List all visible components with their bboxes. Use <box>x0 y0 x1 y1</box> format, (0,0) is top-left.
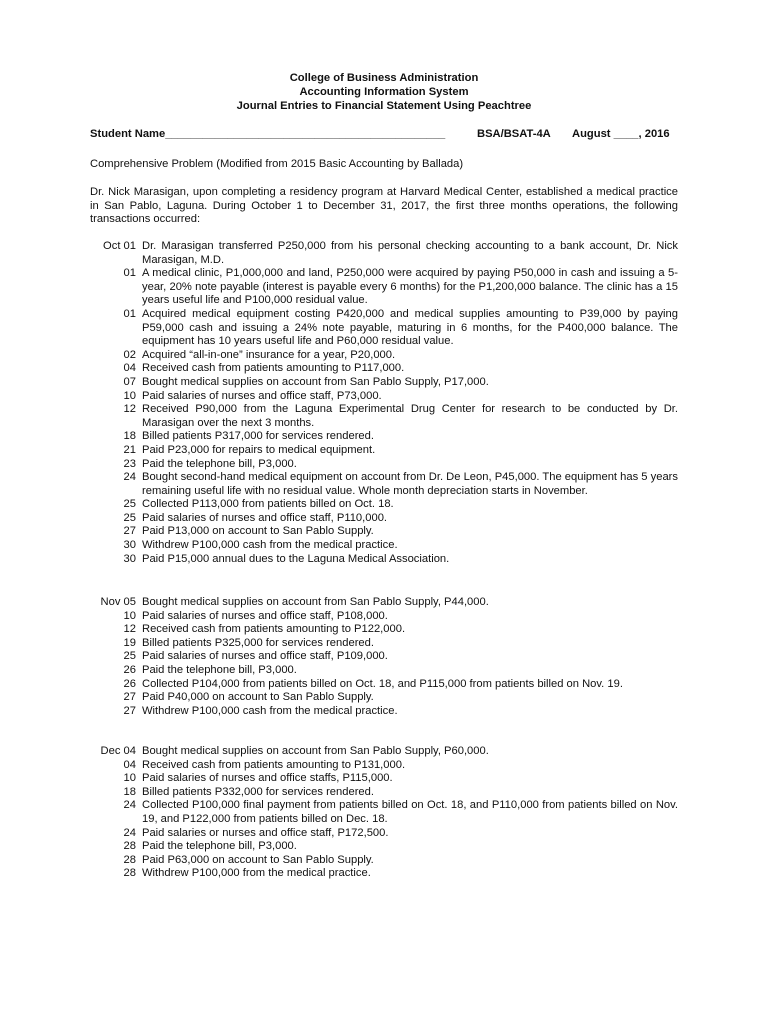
transaction-row <box>90 827 678 841</box>
transaction-date: 12 <box>123 623 136 636</box>
transaction-description: Withdrew P100,000 cash from the medical practice. <box>142 539 398 552</box>
transaction-description: Paid salaries or nurses and office staff, P172,500. <box>142 826 389 839</box>
transaction-row <box>90 772 678 786</box>
transaction-description: Bought second-hand medical equipment on account from Dr. De Leon, P45,000. The equipment has 5 years remaining useful life with no residual value. Whole month depreciation starts in November. <box>142 471 678 497</box>
transaction-row <box>90 854 678 868</box>
december-transactions <box>90 745 678 881</box>
transaction-description: Acquired “all-in-one” insurance for a year, P20,000. <box>142 348 396 361</box>
transaction-date: 24 <box>123 799 136 812</box>
transaction-date: 04 <box>123 758 136 771</box>
transaction-date: 10 <box>123 609 136 622</box>
transaction-row <box>90 745 678 759</box>
transaction-description: Bought medical supplies on account from San Pablo Supply, P17,000. <box>142 375 489 388</box>
transaction-date: 27 <box>123 704 136 717</box>
transaction-description: Paid the telephone bill, P3,000. <box>142 663 297 676</box>
transaction-date: 21 <box>123 443 136 456</box>
transaction-description: Paid P15,000 annual dues to the Laguna Medical Association. <box>142 552 450 565</box>
transaction-description: Paid salaries of nurses and office staff, P109,000. <box>142 650 388 663</box>
transaction-description: Bought medical supplies on account from San Pablo Supply, P60,000. <box>142 745 489 757</box>
transaction-date: 26 <box>123 663 136 676</box>
transaction-date: 18 <box>123 430 136 443</box>
transaction-date: 30 <box>123 539 136 552</box>
transaction-description: Paid salaries of nurses and office staff, P108,000. <box>142 609 388 622</box>
transaction-description: Received cash from patients amounting to P117,000. <box>142 362 405 375</box>
transaction-description: Received cash from patients amounting to P122,000. <box>142 623 406 636</box>
transaction-date: 26 <box>123 677 136 690</box>
transaction-description: Billed patients P325,000 for services rendered. <box>142 636 374 649</box>
transaction-row <box>90 799 678 826</box>
transaction-row <box>90 349 678 363</box>
transaction-date: Dec 04 <box>100 745 136 757</box>
transaction-date: 04 <box>123 362 136 375</box>
transaction-row <box>90 664 678 678</box>
transaction-description: Received cash from patients amounting to P131,000. <box>142 758 406 771</box>
transaction-description: Billed patients P317,000 for services rendered. <box>142 430 374 443</box>
course-title: Accounting Information System <box>299 85 469 98</box>
transaction-description: A medical clinic, P1,000,000 and land, P250,000 were acquired by paying P50,000 in cash and issuing a 5-year, 20% note payable (interest is payable every 6 months) for the P1,200,000 balance. The clinic has a 15 years useful life and P100,000 residual value. <box>142 267 678 307</box>
transaction-date: 07 <box>123 375 136 388</box>
transaction-row <box>90 525 678 539</box>
transaction-row <box>90 498 678 512</box>
transaction-description: Paid P23,000 for repairs to medical equipment. <box>142 443 376 456</box>
transaction-date: 27 <box>123 525 136 538</box>
transaction-date: 28 <box>123 853 136 866</box>
date-field: August ____, 2016 <box>572 128 670 140</box>
student-name-field: Student Name_____________________________________________ <box>90 128 446 140</box>
transaction-date: 25 <box>123 650 136 663</box>
transaction-row <box>90 512 678 526</box>
transaction-date: 10 <box>123 772 136 785</box>
transaction-description: Paid the telephone bill, P3,000. <box>142 840 297 853</box>
transaction-row <box>90 553 678 567</box>
transaction-row <box>90 362 678 376</box>
transaction-row <box>90 610 678 624</box>
transaction-date: 24 <box>123 471 136 484</box>
transaction-row <box>90 471 678 498</box>
transaction-date: 28 <box>123 840 136 853</box>
transaction-description: Paid P63,000 on account to San Pablo Supply. <box>142 853 374 866</box>
transaction-row <box>90 705 678 719</box>
transaction-description: Bought medical supplies on account from San Pablo Supply, P44,000. <box>142 596 489 608</box>
transaction-row <box>90 308 678 349</box>
transaction-description: Collected P100,000 final payment from patients billed on Oct. 18, and P110,000 from patients billed on Nov. 19, and P122,000 from patients billed on Dec. 18. <box>142 799 678 825</box>
transaction-date: 25 <box>123 498 136 511</box>
transaction-description: Paid salaries of nurses and office staff, P110,000. <box>142 511 388 524</box>
transaction-row <box>90 678 678 692</box>
transaction-date: Nov 05 <box>100 596 136 608</box>
transaction-row <box>90 786 678 800</box>
problem-title: Comprehensive Problem (Modified from 2015 Basic Accounting by Ballada) <box>90 158 464 170</box>
transaction-date: 27 <box>123 691 136 704</box>
course-section: BSA/BSAT-4A <box>477 128 551 140</box>
transaction-description: Paid salaries of nurses and office staff, P73,000. <box>142 389 382 402</box>
transaction-row <box>90 403 678 430</box>
transaction-description: Paid salaries of nurses and office staffs, P115,000. <box>142 772 393 785</box>
transaction-row <box>90 637 678 651</box>
intro-paragraph: Dr. Nick Marasigan, upon completing a residency program at Harvard Medical Center, established a medical practice in San Pablo, Laguna. During October 1 to December 31, 2017, the first three months operations, the following transactions occurred: <box>90 186 678 226</box>
transaction-date: 25 <box>123 511 136 524</box>
transaction-date: 23 <box>123 457 136 470</box>
transaction-date: 28 <box>123 867 136 880</box>
transaction-description: Withdrew P100,000 cash from the medical practice. <box>142 704 398 717</box>
october-transactions <box>90 240 678 566</box>
transaction-date: 02 <box>123 348 136 361</box>
transaction-row <box>90 390 678 404</box>
transaction-date: 24 <box>123 826 136 839</box>
transaction-description: Withdrew P100,000 from the medical practice. <box>142 867 371 880</box>
transaction-description: Dr. Marasigan transferred P250,000 from his personal checking accounting to a bank account, Dr. Nick Marasigan, M.D. <box>142 240 678 266</box>
transaction-row <box>90 596 678 610</box>
transaction-description: Paid the telephone bill, P3,000. <box>142 457 297 470</box>
transaction-date: 01 <box>123 267 136 280</box>
transaction-date: 01 <box>123 307 136 320</box>
transaction-description: Billed patients P332,000 for services rendered. <box>142 785 374 798</box>
transaction-description: Acquired medical equipment costing P420,000 and medical supplies amounting to P39,000 by paying P59,000 cash and issuing a 24% note payable, maturing in 6 months, for the P400,000 balance. The equipment has 10 years useful life and P60,000 residual value. <box>142 307 678 348</box>
transaction-date: 30 <box>123 552 136 565</box>
transaction-row <box>90 650 678 664</box>
document-header <box>0 72 768 113</box>
transaction-description: Collected P104,000 from patients billed on Oct. 18, and P115,000 from patients billed on Nov. 19. <box>142 677 623 690</box>
transaction-date: Oct 01 <box>103 240 136 252</box>
transaction-description: Received P90,000 from the Laguna Experimental Drug Center for research to be conducted by Dr. Marasigan over the next 3 months. <box>142 403 678 429</box>
transaction-row <box>90 444 678 458</box>
transaction-date: 19 <box>123 636 136 649</box>
transaction-description: Paid P40,000 on account to San Pablo Supply. <box>142 691 374 704</box>
transaction-row <box>90 267 678 308</box>
transaction-row <box>90 840 678 854</box>
transaction-row <box>90 623 678 637</box>
transaction-date: 10 <box>123 389 136 402</box>
transaction-row <box>90 376 678 390</box>
transaction-row <box>90 458 678 472</box>
transaction-description: Paid P13,000 on account to San Pablo Supply. <box>142 525 374 538</box>
transaction-row <box>90 759 678 773</box>
transaction-date: 18 <box>123 785 136 798</box>
transaction-row <box>90 691 678 705</box>
document-title: Journal Entries to Financial Statement Using Peachtree <box>236 99 532 112</box>
transaction-row <box>90 867 678 881</box>
transaction-date: 12 <box>123 403 136 416</box>
transaction-description: Collected P113,000 from patients billed on Oct. 18. <box>142 498 394 511</box>
november-transactions <box>90 596 678 718</box>
college-name: College of Business Administration <box>289 72 479 84</box>
transaction-row <box>90 240 678 267</box>
transaction-row <box>90 539 678 553</box>
transaction-row <box>90 430 678 444</box>
